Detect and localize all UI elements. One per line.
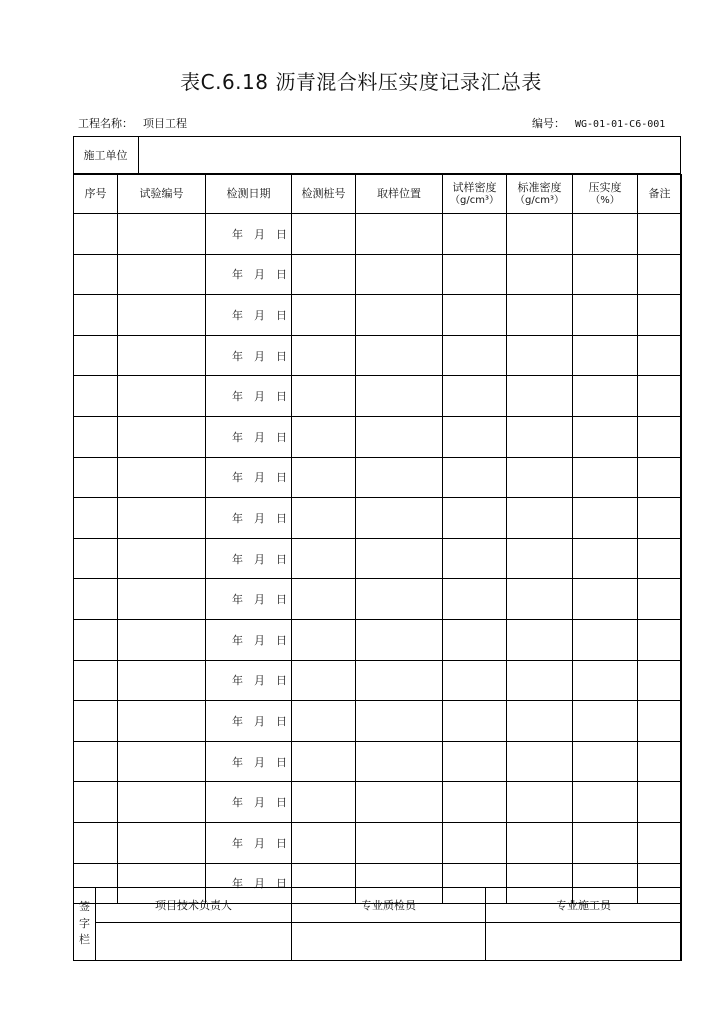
table-cell[interactable] [74,579,118,620]
col-station: 检测桩号 [292,175,356,214]
table-cell[interactable] [356,660,443,701]
table-cell[interactable] [507,782,573,823]
date-cell[interactable]: 年 月 日 [206,498,292,539]
table-cell[interactable] [74,376,118,417]
table-row [74,254,682,295]
signature-section [73,887,682,961]
table-cell[interactable] [638,538,682,579]
table-cell[interactable] [507,579,573,620]
sig-tech-lead-label: 项目技术负责人 [96,888,292,923]
table-cell[interactable] [638,660,682,701]
col-seq: 序号 [74,175,118,214]
table-cell[interactable] [292,579,356,620]
project-name-label: 工程名称： [78,117,133,130]
table-cell[interactable] [356,498,443,539]
table-row [74,619,682,660]
table-cell[interactable] [118,822,206,863]
form-code-label: 编号： [532,117,565,130]
table-cell[interactable] [74,335,118,376]
table-cell[interactable] [638,579,682,620]
table-cell[interactable] [638,741,682,782]
date-cell[interactable]: 年 月 日 [206,701,292,742]
table-cell[interactable] [118,701,206,742]
table-row [74,782,682,823]
table-cell[interactable] [356,335,443,376]
table-row [74,660,682,701]
table-cell[interactable] [292,660,356,701]
table-cell[interactable] [118,295,206,336]
table-cell[interactable] [74,214,118,255]
date-cell[interactable]: 年 月 日 [206,376,292,417]
table-cell[interactable] [74,660,118,701]
date-cell[interactable]: 年 月 日 [206,822,292,863]
table-cell[interactable] [638,619,682,660]
table-cell[interactable] [118,782,206,823]
table-cell[interactable] [573,619,638,660]
project-name-value: 项目工程 [143,117,187,130]
table-cell[interactable] [507,416,573,457]
table-cell[interactable] [356,295,443,336]
col-sample-no: 试验编号 [118,175,206,214]
table-cell[interactable] [573,254,638,295]
table-cell[interactable] [74,619,118,660]
table-cell[interactable] [292,335,356,376]
table-cell[interactable] [356,376,443,417]
table-row [74,335,682,376]
col-remarks: 备注 [638,175,682,214]
col-compaction: 压实度 （%） [573,175,638,214]
table-cell[interactable] [443,782,507,823]
table-cell[interactable] [292,295,356,336]
table-cell[interactable] [573,822,638,863]
table-cell[interactable] [443,822,507,863]
table-cell[interactable] [443,376,507,417]
construction-unit-row [73,136,681,174]
table-cell[interactable] [443,701,507,742]
table-cell[interactable] [292,498,356,539]
table-row [74,822,682,863]
table-cell[interactable] [573,741,638,782]
table-cell[interactable] [292,416,356,457]
table-cell[interactable] [356,741,443,782]
table-cell[interactable] [118,457,206,498]
table-cell[interactable] [638,214,682,255]
table-cell[interactable] [292,701,356,742]
table-cell[interactable] [573,416,638,457]
table-cell[interactable] [573,538,638,579]
table-cell[interactable] [573,660,638,701]
sig-construction-worker-field[interactable] [486,923,682,961]
construction-unit-label: 施工单位 [73,136,139,174]
table-cell[interactable] [507,254,573,295]
table-cell[interactable] [118,214,206,255]
table-cell[interactable] [573,214,638,255]
table-cell[interactable] [292,782,356,823]
table-cell[interactable] [356,822,443,863]
table-cell[interactable] [638,457,682,498]
table-row [74,295,682,336]
table-cell[interactable] [507,538,573,579]
table-cell[interactable] [507,376,573,417]
table-cell[interactable] [638,416,682,457]
table-cell[interactable] [356,782,443,823]
table-cell[interactable] [292,254,356,295]
table-cell[interactable] [443,335,507,376]
date-cell[interactable]: 年 月 日 [206,538,292,579]
table-cell[interactable] [443,457,507,498]
date-cell[interactable]: 年 月 日 [206,416,292,457]
col-sample-density: 试样密度 （g/cm³） [443,175,507,214]
col-test-date: 检测日期 [206,175,292,214]
table-cell[interactable] [292,457,356,498]
date-cell[interactable]: 年 月 日 [206,660,292,701]
table-cell[interactable] [118,619,206,660]
table-cell[interactable] [118,498,206,539]
table-cell[interactable] [74,741,118,782]
table-cell[interactable] [443,579,507,620]
table-cell[interactable] [356,214,443,255]
table-cell[interactable] [74,416,118,457]
table-cell[interactable] [356,457,443,498]
table-cell[interactable] [507,741,573,782]
table-row [74,498,682,539]
table-cell[interactable] [638,782,682,823]
table-row [74,416,682,457]
table-header-row [74,175,682,214]
date-cell[interactable]: 年 月 日 [206,295,292,336]
table-cell[interactable] [638,498,682,539]
table-cell[interactable] [507,214,573,255]
sig-construction-worker-label: 专业施工员 [486,888,682,923]
table-cell[interactable] [292,538,356,579]
table-cell[interactable] [573,782,638,823]
table-cell[interactable] [356,701,443,742]
table-cell[interactable] [638,335,682,376]
table-cell[interactable] [507,335,573,376]
table-cell[interactable] [118,660,206,701]
table-cell[interactable] [573,295,638,336]
table-row [74,457,682,498]
table-cell[interactable] [292,619,356,660]
table-cell[interactable] [573,335,638,376]
table-cell[interactable] [292,214,356,255]
table-cell[interactable] [638,701,682,742]
table-cell[interactable] [356,579,443,620]
table-cell[interactable] [292,741,356,782]
date-cell[interactable]: 年 月 日 [206,254,292,295]
page-title: 表C.6.18 沥青混合料压实度记录汇总表 [180,70,542,94]
date-cell[interactable]: 年 月 日 [206,863,292,904]
table-cell[interactable] [118,416,206,457]
table-cell[interactable] [74,701,118,742]
table-cell[interactable] [573,498,638,539]
table-cell[interactable] [356,538,443,579]
table-cell[interactable] [507,295,573,336]
table-cell[interactable] [292,376,356,417]
compaction-table [73,174,682,904]
form-code [532,115,665,131]
table-cell[interactable] [443,254,507,295]
date-cell[interactable]: 年 月 日 [206,214,292,255]
date-cell[interactable]: 年 月 日 [206,457,292,498]
table-cell[interactable] [118,741,206,782]
sig-tech-lead-field[interactable] [96,923,292,961]
sig-quality-inspector-label: 专业质检员 [292,888,486,923]
table-cell[interactable] [443,538,507,579]
table-cell[interactable] [118,335,206,376]
date-cell[interactable]: 年 月 日 [206,741,292,782]
table-cell[interactable] [638,822,682,863]
table-cell[interactable] [74,498,118,539]
table-cell[interactable] [443,416,507,457]
table-cell[interactable] [74,295,118,336]
col-location: 取样位置 [356,175,443,214]
table-cell[interactable] [507,822,573,863]
table-cell[interactable] [507,498,573,539]
table-cell[interactable] [74,822,118,863]
col-standard-density: 标准密度 （g/cm³） [507,175,573,214]
table-cell[interactable] [443,660,507,701]
table-cell[interactable] [507,701,573,742]
table-cell[interactable] [638,295,682,336]
table-cell[interactable] [638,376,682,417]
table-cell[interactable] [507,457,573,498]
table-cell[interactable] [118,254,206,295]
date-cell[interactable]: 年 月 日 [206,619,292,660]
table-row [74,376,682,417]
table-cell[interactable] [443,619,507,660]
table-cell[interactable] [118,538,206,579]
table-cell[interactable] [443,214,507,255]
table-row [74,701,682,742]
table-cell[interactable] [74,457,118,498]
table-cell[interactable] [638,254,682,295]
table-cell[interactable] [507,660,573,701]
table-cell[interactable] [118,579,206,620]
project-name [78,115,187,131]
signature-side-label: 签 字 栏 [74,888,96,961]
table-cell[interactable] [443,498,507,539]
table-cell[interactable] [292,822,356,863]
table-row [74,214,682,255]
sig-quality-inspector-field[interactable] [292,923,486,961]
date-cell[interactable]: 年 月 日 [206,335,292,376]
table-cell[interactable] [573,579,638,620]
table-cell[interactable] [74,254,118,295]
table-cell[interactable] [443,295,507,336]
table-cell[interactable] [573,701,638,742]
table-cell[interactable] [356,254,443,295]
table-cell[interactable] [573,457,638,498]
table-cell[interactable] [74,538,118,579]
table-cell[interactable] [507,619,573,660]
date-cell[interactable]: 年 月 日 [206,579,292,620]
table-cell[interactable] [118,376,206,417]
table-cell[interactable] [356,619,443,660]
table-cell[interactable] [573,376,638,417]
table-row [74,538,682,579]
table-cell[interactable] [74,782,118,823]
table-row [74,741,682,782]
date-cell[interactable]: 年 月 日 [206,782,292,823]
form-code-value: WG-01-01-C6-001 [575,119,666,130]
table-cell[interactable] [443,741,507,782]
table-cell[interactable] [356,416,443,457]
table-row [74,579,682,620]
